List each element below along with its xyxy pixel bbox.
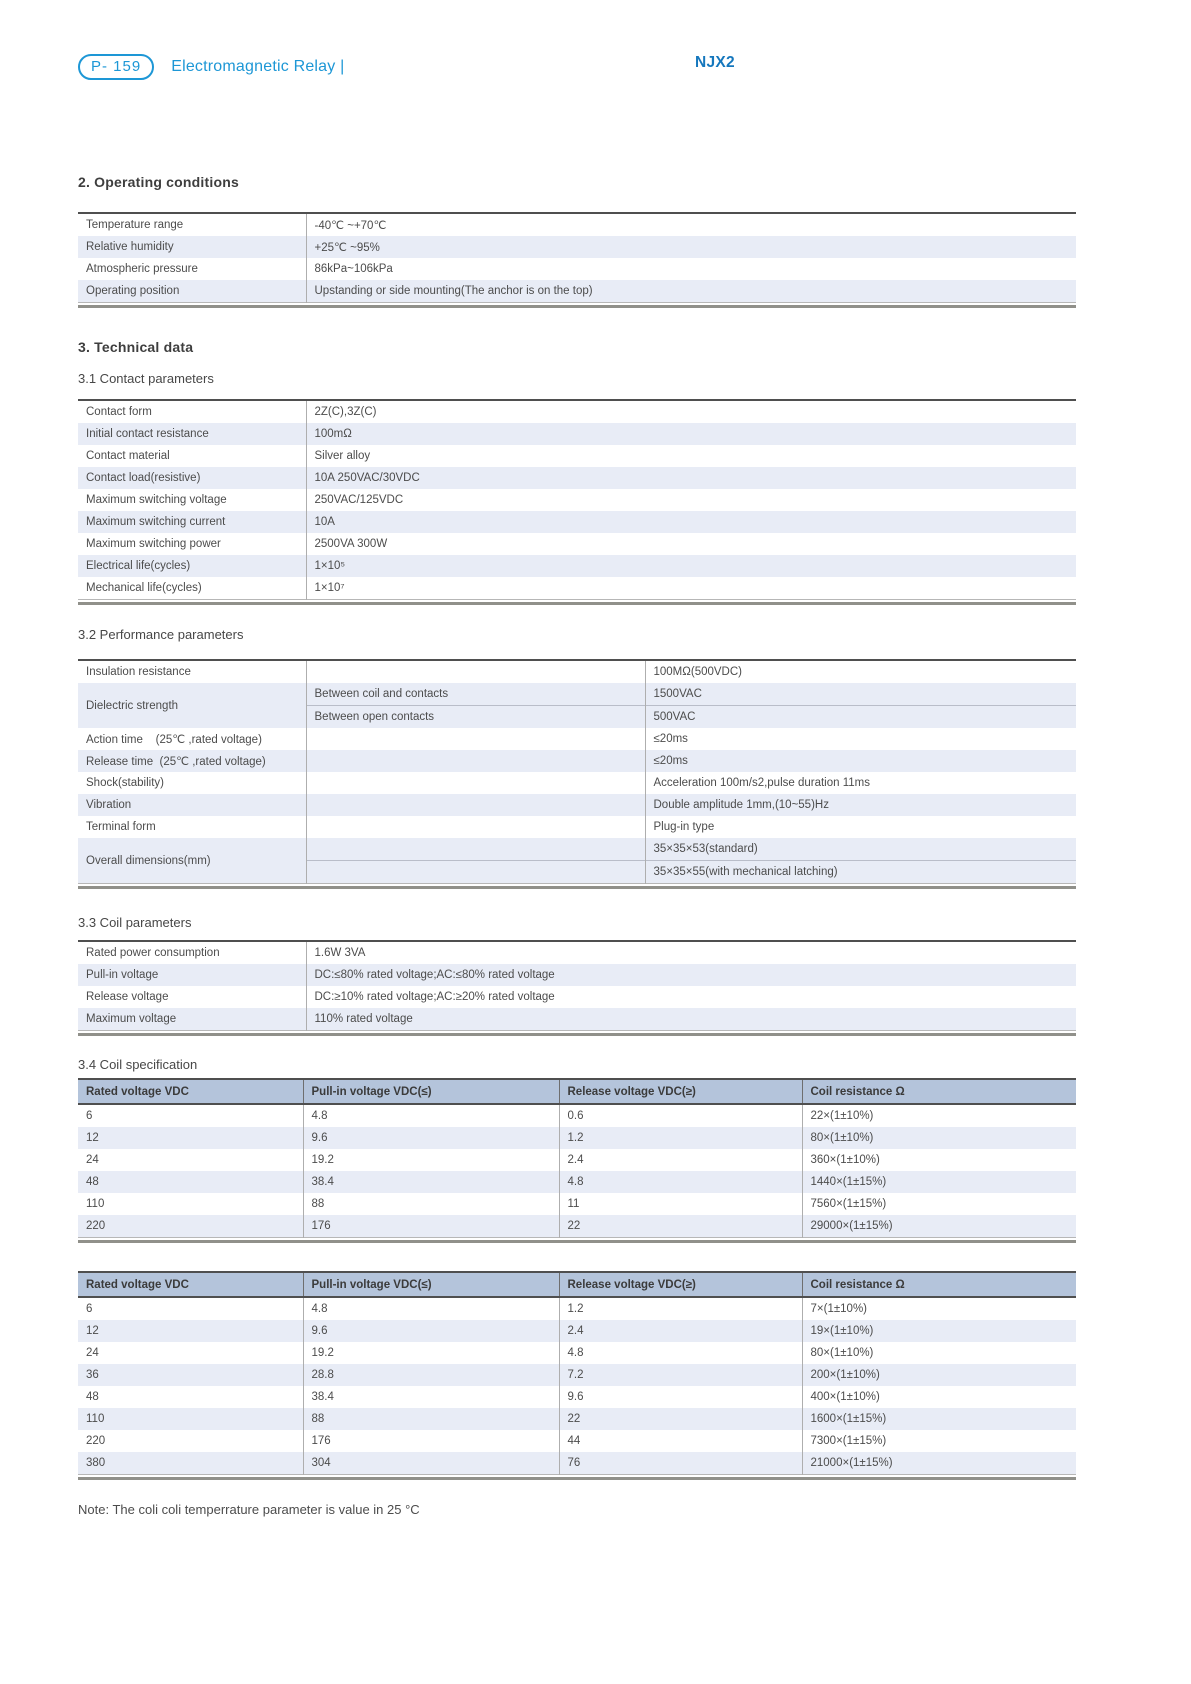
table-cell: Action time (25℃ ,rated voltage)	[86, 734, 262, 746]
table-cell: 380	[86, 1457, 106, 1469]
table-cell: 10A 250VAC/30VDC	[306, 467, 1076, 489]
table-cell: Maximum switching current	[86, 516, 226, 528]
table-row	[78, 838, 1076, 861]
table-cell: Double amplitude 1mm,(10~55)Hz	[645, 794, 1076, 816]
table-row	[78, 1193, 1076, 1215]
table-cell: 110	[86, 1198, 105, 1210]
operating-conditions-table	[78, 212, 1076, 303]
table-cell: Initial contact resistance	[86, 428, 209, 440]
table-row	[78, 213, 1076, 236]
table-cell: 1.6W 3VA	[306, 941, 1076, 964]
table-cell: 24	[86, 1347, 99, 1359]
table-cell	[306, 816, 645, 838]
table-cell	[306, 772, 645, 794]
table-cell	[306, 750, 645, 772]
table-cell: 110% rated voltage	[306, 1008, 1076, 1031]
table-cell: 7560×(1±15%)	[802, 1193, 1076, 1215]
table-cell: 12	[86, 1132, 99, 1144]
table-cell: 1.2	[559, 1127, 802, 1149]
table-cell: Maximum voltage	[86, 1013, 177, 1025]
table-cell: -40℃ ~+70℃	[306, 213, 1076, 236]
table-cell: DC:≥10% rated voltage;AC:≥20% rated voltage	[306, 986, 1076, 1008]
column-header: Coil resistance Ω	[802, 1079, 1076, 1104]
table-cell: 19×(1±10%)	[802, 1320, 1076, 1342]
table-cell: 22×(1±10%)	[802, 1104, 1076, 1127]
table-cell: Release voltage	[86, 991, 169, 1003]
table-row	[78, 728, 1076, 750]
table-row	[78, 1215, 1076, 1238]
table-row	[78, 533, 1076, 555]
table-cell: 19.2	[303, 1342, 559, 1364]
table-cell: 304	[303, 1452, 559, 1475]
table-row	[78, 1408, 1076, 1430]
table-cell: 36	[86, 1369, 99, 1381]
table-cell: Release time (25℃ ,rated voltage)	[86, 756, 266, 768]
coil-specification-table-2	[78, 1271, 1076, 1475]
table-cell: 4.8	[559, 1171, 802, 1193]
table-row	[78, 816, 1076, 838]
table-cell: 6	[86, 1110, 93, 1122]
table-cell: 250VAC/125VDC	[306, 489, 1076, 511]
table-cell: Upstanding or side mounting(The anchor is on the top)	[306, 280, 1076, 303]
table-header-row	[78, 1272, 1076, 1297]
table-row	[78, 1104, 1076, 1127]
table-cell	[306, 660, 645, 683]
table-cell: DC:≤80% rated voltage;AC:≤80% rated voltage	[306, 964, 1076, 986]
table-row	[78, 1364, 1076, 1386]
table-cell	[306, 861, 645, 884]
table-cell: Overall dimensions(mm)	[86, 854, 211, 867]
table-cell: 38.4	[303, 1386, 559, 1408]
table-row	[78, 660, 1076, 683]
footnote: Note: The coli coli temperrature parameter is value in 25 °C	[78, 1502, 420, 1517]
section-heading-technical-data: 3. Technical data	[78, 339, 194, 355]
table-cell: 1600×(1±15%)	[802, 1408, 1076, 1430]
table-row	[78, 400, 1076, 423]
table-bottom-rule	[78, 305, 1076, 308]
table-cell: 2.4	[559, 1149, 802, 1171]
table-cell: 76	[559, 1452, 802, 1475]
table-row	[78, 467, 1076, 489]
table-row	[78, 986, 1076, 1008]
table-cell	[306, 728, 645, 750]
table-cell: 2Z(C),3Z(C)	[306, 400, 1076, 423]
table-cell: 0.6	[559, 1104, 802, 1127]
table-bottom-rule	[78, 602, 1076, 605]
section-heading-performance-parameters: 3.2 Performance parameters	[78, 627, 244, 642]
page-content	[78, 0, 1076, 1517]
table-cell: 200×(1±10%)	[802, 1364, 1076, 1386]
table-cell: 11	[559, 1193, 802, 1215]
table-cell: Operating position	[86, 285, 180, 297]
table-cell: 24	[86, 1154, 99, 1166]
table-cell: Mechanical life(cycles)	[86, 582, 202, 594]
table-cell: Temperature range	[86, 219, 184, 231]
table-cell: 88	[303, 1193, 559, 1215]
table-cell: 7.2	[559, 1364, 802, 1386]
table-cell: 500VAC	[645, 706, 1076, 729]
table-cell: 9.6	[303, 1320, 559, 1342]
table-row	[78, 772, 1076, 794]
table-cell: Between open contacts	[306, 706, 645, 729]
table-row	[78, 423, 1076, 445]
table-cell: 1×10⁵	[306, 555, 1076, 577]
section-heading-coil-parameters: 3.3 Coil parameters	[78, 915, 192, 930]
table-cell: Atmospheric pressure	[86, 263, 198, 275]
table-cell: 360×(1±10%)	[802, 1149, 1076, 1171]
table-cell: 48	[86, 1391, 99, 1403]
table-cell: 9.6	[303, 1127, 559, 1149]
column-header: Pull-in voltage VDC(≤)	[303, 1079, 559, 1104]
table-row	[78, 1430, 1076, 1452]
table-row	[78, 445, 1076, 467]
table-cell: 176	[303, 1215, 559, 1238]
column-header: Coil resistance Ω	[802, 1272, 1076, 1297]
table-row	[78, 750, 1076, 772]
table-cell: Rated power consumption	[86, 947, 220, 959]
table-cell: 4.8	[303, 1297, 559, 1320]
table-cell: 19.2	[303, 1149, 559, 1171]
table-cell: 22	[559, 1408, 802, 1430]
table-cell: Terminal form	[86, 821, 156, 833]
table-cell: Maximum switching voltage	[86, 494, 227, 506]
table-cell: Dielectric strength	[86, 699, 179, 712]
table-cell: 80×(1±10%)	[802, 1342, 1076, 1364]
table-cell: Shock(stability)	[86, 777, 164, 789]
table-cell: 2.4	[559, 1320, 802, 1342]
table-cell: 6	[86, 1303, 93, 1315]
table-cell: 21000×(1±15%)	[802, 1452, 1076, 1475]
table-row	[78, 511, 1076, 533]
section-heading-contact-parameters: 3.1 Contact parameters	[78, 371, 214, 386]
table-row	[78, 577, 1076, 600]
table-cell: 110	[86, 1413, 105, 1425]
table-row	[78, 1386, 1076, 1408]
table-cell: 28.8	[303, 1364, 559, 1386]
table-cell: Vibration	[86, 799, 132, 811]
table-cell: Pull-in voltage	[86, 969, 159, 981]
column-header: Rated voltage VDC	[78, 1272, 303, 1297]
table-cell: Maximum switching power	[86, 538, 221, 550]
table-bottom-rule	[78, 886, 1076, 889]
table-row	[78, 555, 1076, 577]
table-row	[78, 1297, 1076, 1320]
contact-parameters-table	[78, 399, 1076, 600]
table-row	[78, 236, 1076, 258]
table-cell: 1×10⁷	[306, 577, 1076, 600]
table-cell: 4.8	[559, 1342, 802, 1364]
table-row	[78, 258, 1076, 280]
table-cell: Contact load(resistive)	[86, 472, 201, 484]
table-cell: 1.2	[559, 1297, 802, 1320]
table-row	[78, 794, 1076, 816]
table-row	[78, 1149, 1076, 1171]
column-header: Release voltage VDC(≥)	[559, 1079, 802, 1104]
table-cell: Contact material	[86, 450, 170, 462]
table-cell: ≤20ms	[645, 728, 1076, 750]
table-cell	[306, 794, 645, 816]
table-cell: 22	[559, 1215, 802, 1238]
table-cell: 220	[86, 1220, 106, 1232]
table-cell: 7×(1±10%)	[802, 1297, 1076, 1320]
table-cell: 100mΩ	[306, 423, 1076, 445]
product-code: NJX2	[695, 54, 735, 71]
table-cell: 35×35×55(with mechanical latching)	[645, 861, 1076, 884]
table-row	[78, 964, 1076, 986]
table-cell: 38.4	[303, 1171, 559, 1193]
table-cell: 176	[303, 1430, 559, 1452]
coil-parameters-table	[78, 940, 1076, 1031]
table-cell: 7300×(1±15%)	[802, 1430, 1076, 1452]
table-row	[78, 489, 1076, 511]
page-number-badge: P- 159	[78, 54, 154, 80]
table-cell: Between coil and contacts	[306, 683, 645, 706]
table-cell: 35×35×53(standard)	[645, 838, 1076, 861]
table-cell: Insulation resistance	[86, 666, 191, 678]
section-heading-coil-specification: 3.4 Coil specification	[78, 1057, 198, 1072]
table-row	[78, 1008, 1076, 1031]
table-cell: 29000×(1±15%)	[802, 1215, 1076, 1238]
table-cell: ≤20ms	[645, 750, 1076, 772]
table-cell: Silver alloy	[306, 445, 1076, 467]
table-cell: 44	[559, 1430, 802, 1452]
page-title: Electromagnetic Relay |	[171, 58, 345, 75]
table-cell: 1440×(1±15%)	[802, 1171, 1076, 1193]
table-bottom-rule	[78, 1240, 1076, 1243]
table-cell: Acceleration 100m/s2,pulse duration 11ms	[645, 772, 1076, 794]
table-cell: 1500VAC	[645, 683, 1076, 706]
table-cell: 10A	[306, 511, 1076, 533]
table-row	[78, 941, 1076, 964]
column-header: Rated voltage VDC	[78, 1079, 303, 1104]
performance-parameters-table	[78, 659, 1076, 884]
table-row	[78, 280, 1076, 303]
table-cell: Relative humidity	[86, 241, 174, 253]
table-cell: 48	[86, 1176, 99, 1188]
table-bottom-rule	[78, 1477, 1076, 1480]
table-cell: +25℃ ~95%	[306, 236, 1076, 258]
table-cell: 86kPa~106kPa	[306, 258, 1076, 280]
table-row	[78, 1452, 1076, 1475]
section-heading-operating-conditions: 2. Operating conditions	[78, 174, 239, 190]
table-row	[78, 683, 1076, 706]
table-row	[78, 1171, 1076, 1193]
table-header-row	[78, 1079, 1076, 1104]
column-header: Pull-in voltage VDC(≤)	[303, 1272, 559, 1297]
table-cell: 220	[86, 1435, 106, 1447]
table-cell: 2500VA 300W	[306, 533, 1076, 555]
table-cell: 100MΩ(500VDC)	[645, 660, 1076, 683]
table-cell: 400×(1±10%)	[802, 1386, 1076, 1408]
table-bottom-rule	[78, 1033, 1076, 1036]
table-cell: Plug-in type	[645, 816, 1076, 838]
table-cell	[306, 838, 645, 861]
coil-specification-table-1	[78, 1078, 1076, 1238]
table-row	[78, 1127, 1076, 1149]
table-cell: 4.8	[303, 1104, 559, 1127]
table-cell: 9.6	[559, 1386, 802, 1408]
table-cell: 80×(1±10%)	[802, 1127, 1076, 1149]
table-cell: 12	[86, 1325, 99, 1337]
table-cell: Contact form	[86, 406, 152, 418]
table-cell: Electrical life(cycles)	[86, 560, 191, 572]
table-row	[78, 1320, 1076, 1342]
table-cell: 88	[303, 1408, 559, 1430]
table-row	[78, 1342, 1076, 1364]
column-header: Release voltage VDC(≥)	[559, 1272, 802, 1297]
page-header	[78, 0, 1076, 82]
